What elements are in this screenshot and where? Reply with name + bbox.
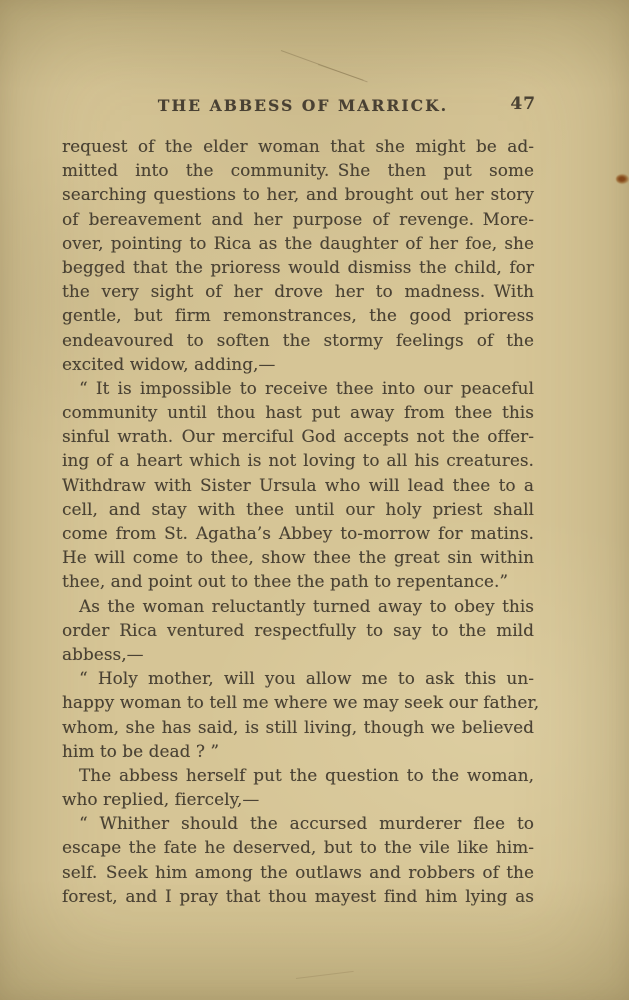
text-line: “ It is impossible to receive thee into our peaceful xyxy=(79,377,534,398)
text-line: who replied, fiercely,— xyxy=(62,789,260,810)
text-line: As the woman reluctantly turned away to obey this xyxy=(79,595,534,616)
text-line: the very sight of her drove her to madness. With xyxy=(62,281,534,302)
text-line: him to be dead ? ” xyxy=(62,740,220,761)
text-line: begged that the prioress would dismiss the child, for xyxy=(62,256,534,277)
text-line: He will come to thee, show thee the great sin within xyxy=(62,547,534,568)
text-line: over, pointing to Rica as the daughter of her foe, she xyxy=(62,232,534,253)
text-line: whom, she has said, is still living, though we believed xyxy=(62,716,534,737)
text-line: cell, and stay with thee until our holy priest shall xyxy=(62,498,534,519)
text-line: endeavoured to soften the stormy feelings of the xyxy=(62,329,534,350)
text-line: come from St. Agatha’s Abbey to-morrow for matins. xyxy=(62,523,534,543)
page-title: THE ABBESS OF MARRICK. xyxy=(157,96,449,115)
text-line: ing of a heart which is not loving to all his creatures. xyxy=(62,450,534,471)
text-line: “ Holy mother, will you allow me to ask this un- xyxy=(79,668,534,689)
scratch-mark xyxy=(318,64,364,81)
text-line: self. Seek him among the outlaws and robbers of the xyxy=(62,861,534,882)
text-line: sinful wrath. Our merciful God accepts not the offer- xyxy=(62,426,534,447)
page-number: 47 xyxy=(510,94,536,114)
text-line: happy woman to tell me where we may seek our father, xyxy=(62,692,540,713)
text-line: Withdraw with Sister Ursula who will lead thee to a xyxy=(62,474,534,495)
text-line: of bereavement and her purpose of revenge. More- xyxy=(62,208,534,229)
foxing-spot xyxy=(616,174,629,184)
text-line: abbess,— xyxy=(62,643,144,664)
page-body xyxy=(62,134,540,908)
text-line: order Rica ventured respectfully to say to the mild xyxy=(62,619,534,640)
text-line: gentle, but firm remonstrances, the good prioress xyxy=(62,305,534,326)
text-line: escape the fate he deserved, but to the vile like him- xyxy=(62,837,534,858)
text-line: request of the elder woman that she might be ad- xyxy=(62,136,534,156)
scratch-mark xyxy=(281,50,368,82)
text-line: mitted into the community. She then put some xyxy=(62,160,534,181)
text-line: “ Whither should the accursed murderer flee to xyxy=(79,813,534,834)
text-line: forest, and I pray that thou mayest find him lying as xyxy=(62,885,534,906)
text-line: searching questions to her, and brought out her story xyxy=(62,184,534,205)
text-line: thee, and point out to thee the path to repentance.” xyxy=(62,571,509,592)
text-line: excited widow, adding,— xyxy=(62,353,276,374)
text-line: The abbess herself put the question to the woman, xyxy=(79,764,534,785)
text-line: community until thou hast put away from thee this xyxy=(62,402,534,423)
scratch-mark xyxy=(296,971,354,979)
